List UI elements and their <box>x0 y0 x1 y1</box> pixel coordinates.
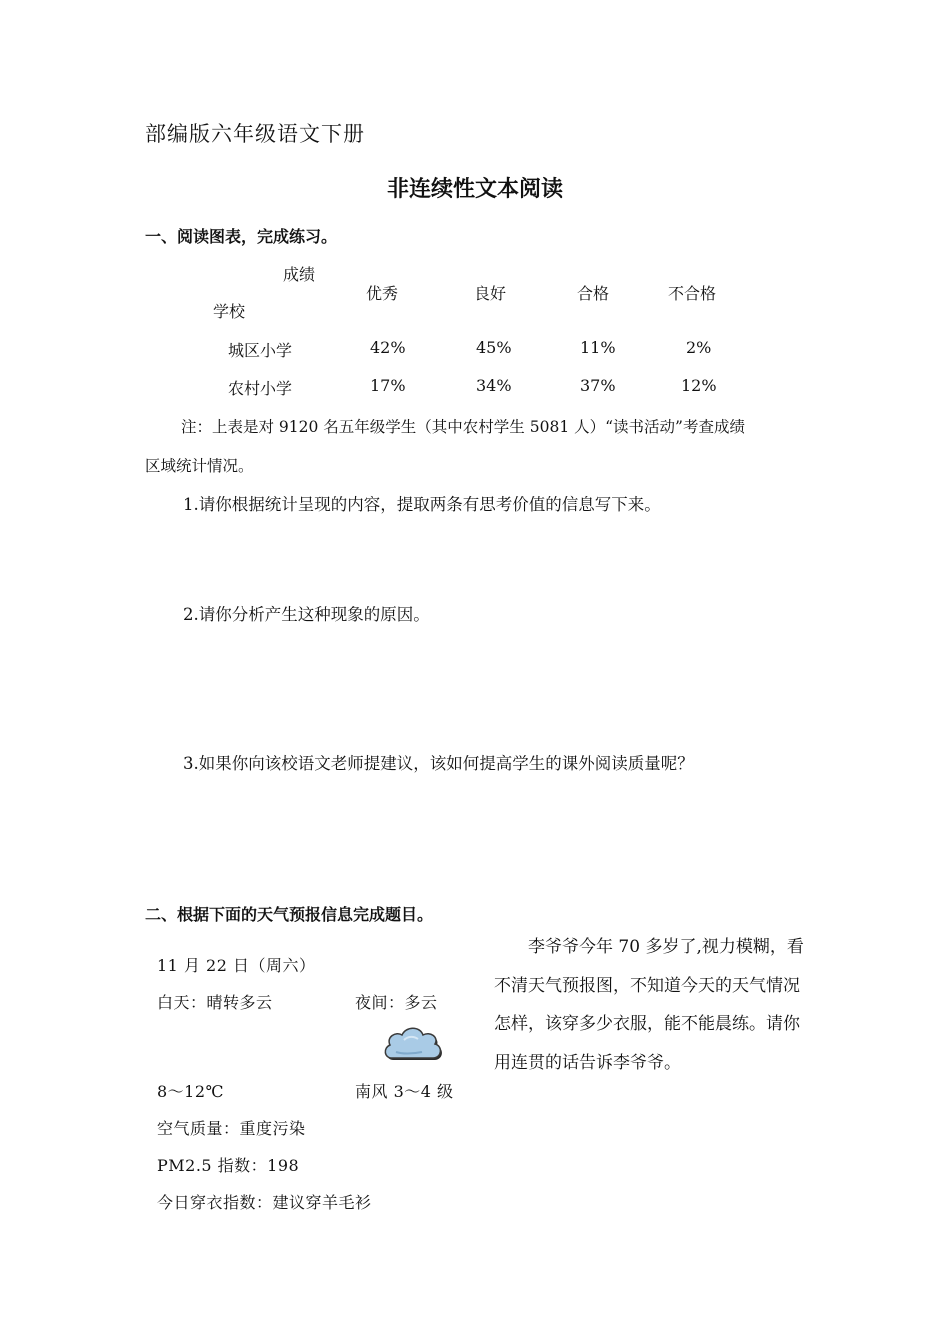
question-3: 3.如果你向该校语文老师提建议，该如何提高学生的课外阅读质量呢？ <box>183 754 694 773</box>
table-row-label: 农村小学 <box>228 379 293 398</box>
forecast-air-quality: 空气质量：重度污染 <box>157 1119 306 1138</box>
table-cell: 42% <box>370 338 406 357</box>
table-cell: 37% <box>580 376 616 395</box>
table-cell: 12% <box>681 376 717 395</box>
table-note-line-1: 注：上表是对 9120 名五年级学生（其中农村学生 5081 人）“读书活动”考查成绩 <box>181 418 745 436</box>
document-header: 部编版六年级语文下册 <box>145 122 365 146</box>
page-title: 非连续性文本阅读 <box>386 177 563 202</box>
forecast-wind: 南风 3～4 级 <box>355 1082 454 1101</box>
forecast-date: 11 月 22 日（周六） <box>157 956 316 975</box>
table-row-label: 城区小学 <box>228 341 293 360</box>
forecast-temperature: 8～12℃ <box>157 1082 224 1101</box>
table-note-line-2: 区域统计情况。 <box>145 457 254 475</box>
forecast-night: 夜间：多云 <box>355 993 438 1012</box>
table-header-cell: 良好 <box>474 284 507 303</box>
table-cell: 11% <box>580 338 616 357</box>
forecast-pm25: PM2.5 指数：198 <box>157 1156 300 1175</box>
table-cell: 2% <box>686 338 712 357</box>
cloud-icon <box>382 1022 444 1064</box>
section-2-heading: 二、根据下面的天气预报信息完成题目。 <box>145 905 434 924</box>
table-header-cell: 合格 <box>577 284 610 303</box>
table-cell: 17% <box>370 376 406 395</box>
question-paragraph: 李爷爷今年 70 多岁了,视力模糊，看不清天气预报图，不知道今天的天气情况怎样，该穿多少衣服，能不能晨练。请你用连贯的话告诉李爷爷。 <box>494 937 804 1073</box>
section-1-heading: 一、阅读图表，完成练习。 <box>145 227 338 246</box>
forecast-clothing-index: 今日穿衣指数：建议穿羊毛衫 <box>157 1193 372 1212</box>
question-2: 2.请你分析产生这种现象的原因。 <box>183 605 430 624</box>
table-cell: 45% <box>476 338 512 357</box>
table-corner-school-label: 学校 <box>213 302 246 321</box>
table-cell: 34% <box>476 376 512 395</box>
table-header-cell: 不合格 <box>668 284 717 303</box>
forecast-daytime: 白天：晴转多云 <box>157 993 273 1012</box>
question-1: 1.请你根据统计呈现的内容，提取两条有思考价值的信息写下来。 <box>183 495 661 514</box>
table-header-cell: 优秀 <box>366 284 399 303</box>
table-corner-score-label: 成绩 <box>283 265 316 284</box>
